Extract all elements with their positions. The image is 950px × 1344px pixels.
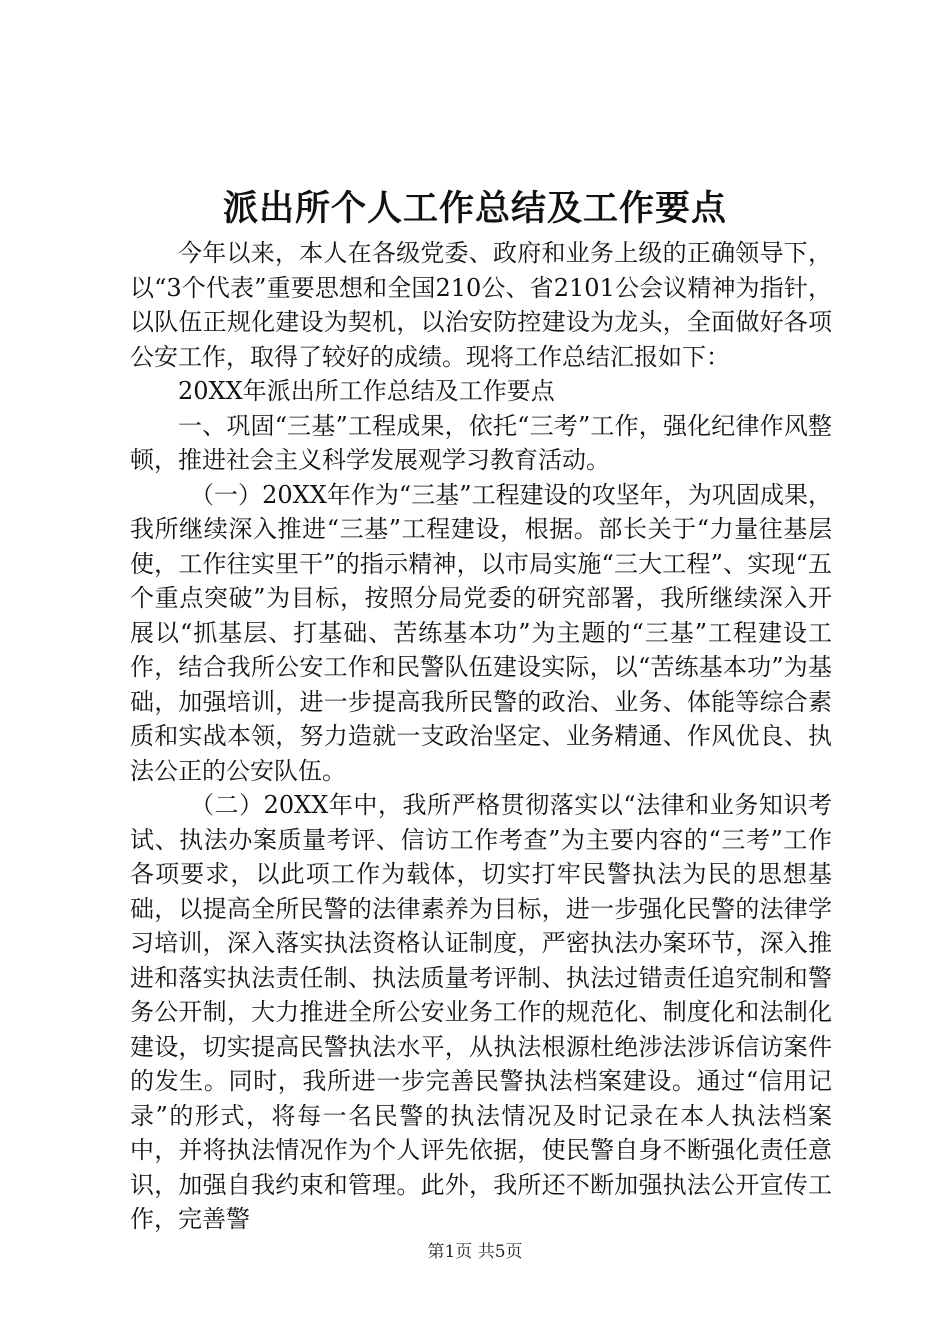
document-body — [130, 236, 832, 1237]
page-footer — [0, 1240, 950, 1264]
section-one-paragraph: 一、巩固“三基”工程成果，依托“三考”工作，强化纪律作风整顿，推进社会主义科学发展观学习教育活动。 — [130, 411, 832, 474]
intro-paragraph: 今年以来，本人在各级党委、政府和业务上级的正确领导下，以“3个代表”重要思想和全国210公、省2101公会议精神为指针，以队伍正规化建设为契机，以治安防控建设为龙头，全面做好各项公安工作，取得了较好的成绩。现将工作总结汇报如下： — [130, 239, 832, 371]
document-title: 派出所个人工作总结及工作要点 — [222, 188, 727, 229]
page-number: 第1页 共5页 — [427, 1242, 523, 1262]
sub-section-two-paragraph: （二）20XX年中，我所严格贯彻落实以“法律和业务知识考试、执法办案质量考评、信访工作考查”为主要内容的“三考”工作各项要求，以此项工作为载体，切实打牢民警执法为民的思想基础，以提高全所民警的法律素养为目标，进一步强化民警的法律学习培训，深入落实执法资格认证制度，严密执法办案环节，深入推进和落实执法责任制、执法质量考评制、执法过错责任追究制和警务公开制，大力推进全所公安业务工作的规范化、制度化和法制化建设，切实提高民警执法水平，从执法根源杜绝涉法涉诉信访案件的发生。同时，我所进一步完善民警执法档案建设。通过“信用记录”的形式，将每一名民警的执法情况及时记录在本人执法档案中，并将执法情况作为个人评先依据，使民警自身不断强化责任意识，加强自我约束和管理。此外，我所还不断加强执法公开宣传工作，完善警 — [130, 791, 832, 1233]
section-heading: 20XX年派出所工作总结及工作要点 — [178, 377, 555, 405]
sub-section-one-paragraph: （一）20XX年作为“三基”工程建设的攻坚年，为巩固成果，我所继续深入推进“三基”工程建设，根据。部长关于“力量往基层使，工作往实里干”的指示精神，以市局实施“三大工程”、实现“五个重点突破”为目标，按照分局党委的研究部署，我所继续深入开展以“抓基层、打基础、苦练基本功”为主题的“三基”工程建设工作，结合我所公安工作和民警队伍建设实际，以“苦练基本功”为基础，加强培训，进一步提高我所民警的政治、业务、体能等综合素质和实战本领，努力造就一支政治坚定、业务精通、作风优良、执法公正的公安队伍。 — [130, 480, 832, 785]
